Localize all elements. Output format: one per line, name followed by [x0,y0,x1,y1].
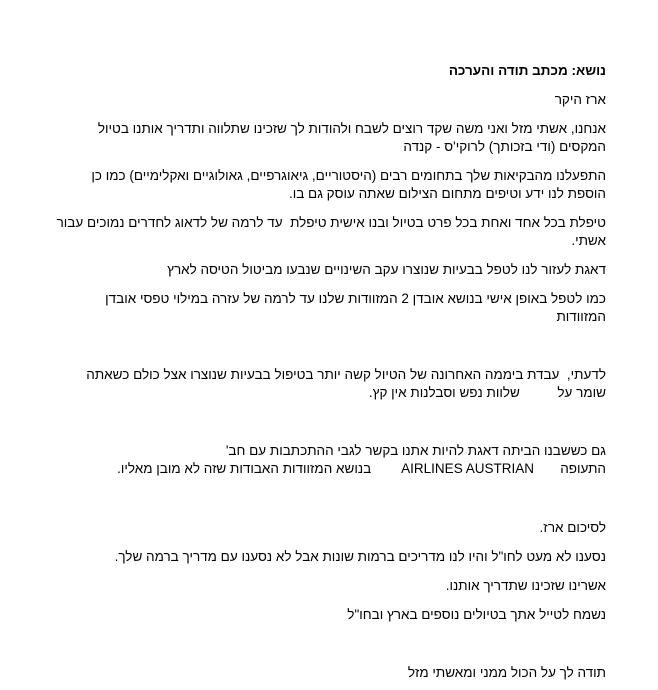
paragraph-6-line-1: לדעתי, עבדת ביממה האחרונה של הטיול קשה יותר בטיפול בבעיות שנוצרו אצל כולם כשאתה [86,367,606,382]
closing-line-3: נשמח לטייל אתך בטיולים נוספים בארץ ובחו"ל [347,607,606,622]
paragraph-7-line-2: התעופה AIRLINES AUSTRIAN בנושא המזוודות האבודות שזה לא מובן מאליו. [117,461,606,476]
paragraph-4-line-1: דאגת לעזור לנו לטפל בבעיות שנוצרו עקב השינויים שנבעו מביטול הטיסה לארץ [167,262,606,277]
paragraph-5-line-2: המזוודות [556,309,606,324]
paragraph-2-line-2: הוספת לנו ידע וטיפים מתחום הצילום שאתה עוסק גם בו. [288,186,606,201]
paragraph-6-line-2: שומר על שלוות נפש וסבלנות אין קץ. [368,385,606,400]
paragraph-3-line-1: טיפלת בכל אחד ואחת בכל פרט בטיול ובנו אישית טיפלת עד לרמה של לדאוג לחדרים נמוכים עבור [56,215,606,230]
closing-thanks: תודה לך על הכול ממני ומאשתי מזל [407,665,606,680]
paragraph-1-line-1: אנחנו, אשתי מזל ואני משה שקד רוצים לשבח ולהודות לך שזכינו שתלווה ותדריך אותנו בטיול [97,121,606,136]
paragraph-1-line-2: המקסים (ודי בזכותך) לרוקי'ס - קנדה [403,139,606,154]
closing-line-2: אשרינו שזכינו שתדריך אותנו. [445,578,606,593]
paragraph-7-line-1: גם כששבנו הביתה דאגת להיות אתנו בקשר לגבי ההתכתבות עם חב' [225,443,606,458]
letter-subject: נושא: מכתב תודה והערכה [448,63,606,78]
paragraph-2-line-1: התפעלנו מהבקיאות שלך בתחומים רבים (היסטוריים, גיאוגרפיים, גאולוגיים ואקלימיים) כמו כן [91,168,606,183]
closing-summary: לסיכום ארז. [539,520,606,535]
paragraph-3-line-2: אשתי. [571,233,606,248]
paragraph-5-line-1: כמו לטפל באופן אישי בנושא אובדן 2 המזוודות שלנו עד לרמה של עזרה במילוי טפסי אובדן [105,291,606,306]
closing-line-1: נסענו לא מעט לחו"ל והיו לנו מדריכים ברמות שונות אבל לא נסענו עם מדריך ברמה שלך. [114,549,606,564]
letter-greeting: ארז היקר [554,92,606,107]
